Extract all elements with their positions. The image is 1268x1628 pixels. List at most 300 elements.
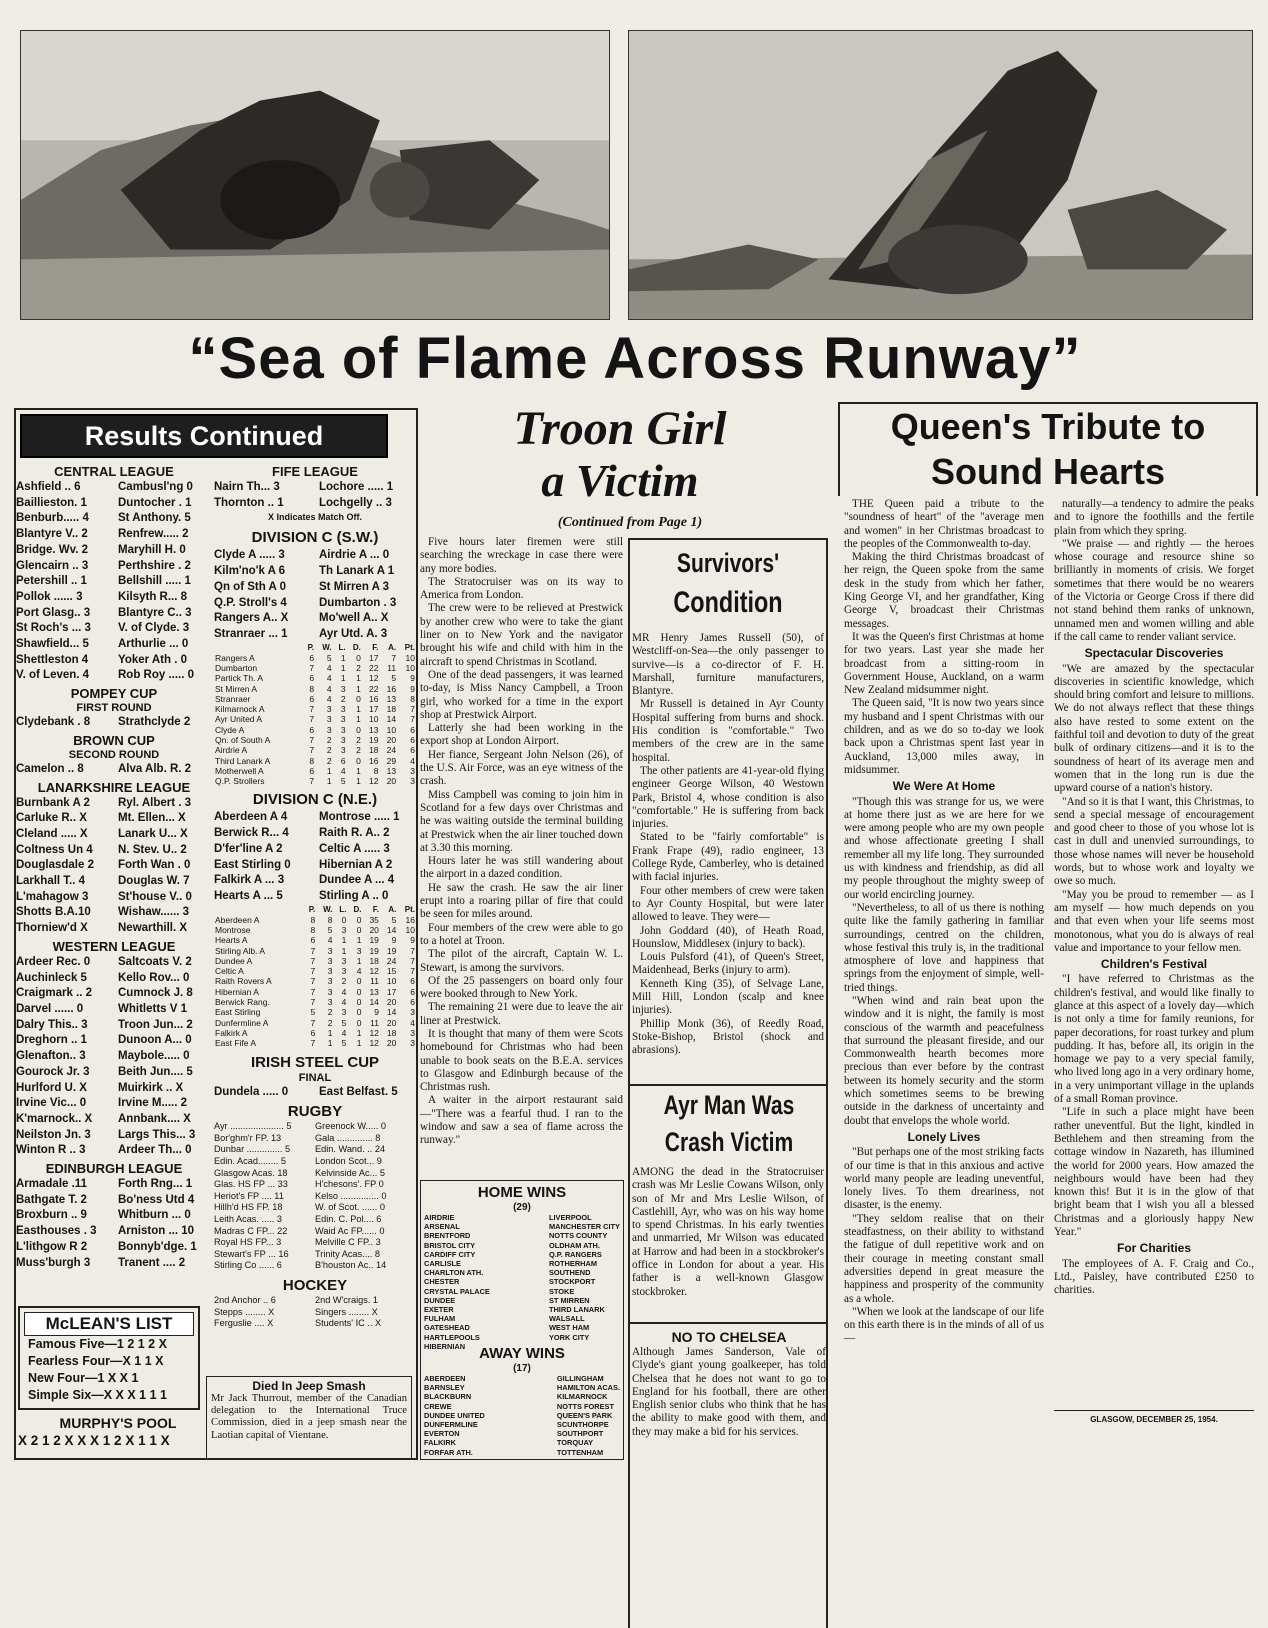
away-team-score: N. Stev. U.. 2 [118,843,187,856]
result-row [16,1224,212,1240]
article-paragraph: naturally—a tendency to admire the peaks and to ignore the foothills and the fertile plain from which they spring. [1054,498,1254,537]
table-cell: 6 [410,997,415,1008]
home-team-score: Stranraer ... 1 [214,627,288,640]
table-cell: 29 [386,755,397,766]
away-team-score: Bo'ness Utd 4 [118,1193,195,1206]
away-team-score: Waid Ac FP...... 0 [315,1225,385,1236]
result-row [16,986,212,1002]
team-name: BRISTOL CITY [424,1240,476,1250]
table-cell: 6 [309,693,315,704]
home-team-score: Bridge. Wv. 2 [16,543,88,556]
home-team-score: Shawfield... 5 [16,638,89,651]
team-name: QUEEN'S PARK [556,1410,613,1420]
table-cell: East Stirling [215,1007,261,1018]
home-team-score: Heriot's FP .... 11 [214,1190,284,1201]
rugby-row [214,1249,416,1261]
table-cell: 11 [370,976,379,987]
article-paragraph: "I have referred to Christmas as the children's festival, and would like finally to glance at this aspect of a lovely day—which is not only a time for family reunions, for paper decorations, for roast turkey and plum pudding. It has, before all, its origin in the homage we pay to a very special family, who lived long ago in a very ordinary home, in a very unimportant village in the uplands of a small Roman province. [1054,973,1254,1106]
home-team-score: Thornton .. 1 [214,496,284,509]
table-row [214,915,416,925]
away-team-score: V. of Clyde. 3 [118,622,190,635]
table-row [214,714,416,724]
away-team-score: Raith R. A.. 2 [319,827,390,840]
team-name: BRENTFORD [424,1231,471,1241]
troon-continued: (Continued from Page 1) [557,515,703,530]
away-team-score: London Scot... 9 [315,1156,382,1167]
result-row [16,715,212,731]
hockey-title: HOCKEY [282,1276,348,1294]
away-team-score: Saltcoats V. 2 [118,955,192,968]
table-cell: 14 [369,997,379,1008]
table-cell: 5 [341,1017,347,1028]
table-cell: 24 [386,955,397,966]
table-cell: 10 [405,925,415,935]
home-team-score: Bathgate T. 2 [16,1193,87,1206]
murphys-pool [18,1414,218,1458]
table-cell: 2 [356,662,361,673]
away-team-score: Dunoon A... 0 [118,1034,192,1047]
article-paragraph: THE Queen paid a tribute to the "soundness of heart" of the "average men and women" in her Christmas broadcast to the peoples of the Commonwealth to-day. [844,498,1044,550]
away-team-score: Largs This... 3 [118,1128,196,1141]
table-cell: 0 [356,976,362,987]
table-cell: 1 [340,673,346,684]
result-row [16,590,212,606]
table-row [214,1038,416,1048]
table-cell: Stirling Alb. A [215,945,266,956]
away-team-score: Yoker Ath . 0 [118,653,188,666]
rugby-row [214,1133,416,1145]
table-cell: 1 [340,652,346,663]
article-paragraph: Phillip Monk (36), of Reedly Road, Stoke-Bishop, Bristol (shock and abrasions). [632,1017,824,1057]
away-team-score: Trinity Acas.... 8 [315,1248,381,1259]
table-cell: 10 [405,662,415,673]
table-cell: 7 [310,1038,316,1049]
result-row [214,889,416,905]
away-team-score: Mo'well A.. X [319,612,389,625]
table-cell: 3 [326,714,332,725]
table-cell: 3 [340,735,346,745]
table-cell: 13 [386,765,397,776]
troon-title-line2: a Victim [541,455,699,506]
article-paragraph: "When wind and rain beat upon the window and it is night, the family is most conscious of the warmth and peacefulness that surround the pleasant fireside, and our Commonwealth hearth becomes more precious than ever before by the contrast between its homely security and the storm which sometimes seems to be brewing outside in the darkness of uncertainty and doubt that envelops the whole world. [844,994,1044,1127]
table-cell: Montrose [215,925,251,935]
result-row [16,827,212,843]
away-team-score: Beith Jun.... 5 [118,1065,193,1078]
division-c-ne-title: DIVISION C (N.E.) [252,791,378,809]
away-wins-right-list [557,1374,620,1457]
table-cell: 3 [340,683,346,694]
article-paragraph: "Nevertheless, to all of us there is nothing quite like the family gathering in familiar surroundings, centred on the children, whose festival this truly is, in the traditional atmosphere of love and happiness that springs from the enjoyment of simple, well-tried things. [844,901,1044,994]
home-team-score: Darvel ...... 0 [16,1002,84,1015]
table-cell: 13 [386,693,397,704]
pools-wins-box [420,1180,624,1460]
table-cell: 2 [326,745,332,756]
team-name: BLACKBURN [424,1392,472,1402]
table-cell: 7 [310,997,316,1008]
table-cell: 3 [327,986,333,997]
result-row [16,1002,212,1018]
table-cell: 2 [326,735,332,745]
table-cell: 5 [310,1007,316,1018]
home-team-score: Larkhall T.. 4 [16,875,86,888]
away-team-score: Cambusl'ng 0 [118,481,193,493]
table-cell: 9 [410,935,415,946]
away-team-score: Arthurlie ... 0 [118,638,189,651]
table-cell: 1 [356,683,361,694]
table-cell: 3 [327,997,333,1008]
result-row [16,921,212,937]
table-cell: 16 [369,693,379,704]
table-cell: 4 [341,986,347,997]
result-row [214,611,416,627]
home-team-score: Hillh'd HS FP. 18 [214,1202,283,1213]
table-cell: 6 [340,755,346,766]
table-cell: 2 [341,976,347,987]
home-team-score: Baillieston. 1 [16,496,87,509]
table-cell: 7 [310,966,316,977]
rugby-row [214,1191,416,1203]
article-paragraph: Latterly she had been working in the export shop at London Airport. [420,722,623,748]
home-team-score: Winton R .. 3 [16,1144,86,1157]
table-cell: 7 [310,976,316,987]
home-team-score: L'mahagow 3 [16,890,89,903]
article-paragraph: The crew were to be relieved at Prestwick by another crew who were to take the giant liner on to New York and the navigator brought his wife and child with him in the aircraft to spend Christmas in Scotland. [420,602,623,668]
away-team-score: Kello Rov... 0 [118,971,190,984]
home-team-score: Auchinleck 5 [16,971,87,984]
away-team-score: Tranent .... 2 [118,1256,186,1269]
table-cell: 17 [386,986,397,997]
team-name: GATESHEAD [424,1323,470,1333]
table-cell: 0 [356,724,361,735]
home-team-score: Rangers A.. X [214,612,289,625]
article-paragraph: The Queen said, "It is now two years since my husband and I spent Christmas with our children, and as we do so to-day we look back upon a Christmas spent last year in Auckland, 13,000 miles away, in midsummer. [844,697,1044,776]
result-row [16,1018,212,1034]
table-cell: 1 [356,714,361,725]
table-cell: 16 [369,755,379,766]
table-row [214,766,416,776]
table-header-cell: F. [372,642,379,652]
league-subtitle: SECOND ROUND [68,748,160,761]
result-row [16,905,212,921]
table-cell: 7 [309,735,315,745]
rugby-row [214,1202,416,1214]
team-name: CRYSTAL PALACE [424,1286,490,1296]
queen-title-line1: Queen's Tribute to [890,406,1206,447]
table-cell: 11 [370,1017,379,1028]
team-name: AIRDRIE [424,1213,455,1222]
table-row [214,776,416,786]
team-name: CREWE [424,1401,452,1411]
away-team-score: Troon Jun... 2 [118,1018,193,1031]
away-team-score: Douglas W. 7 [118,875,190,888]
article-paragraph: Making the third Christmas broadcast of her reign, the Queen spoke from the same desk in the study from which her father, King George VI, and her grandfather, King George V, broadcast their Christmas messages. [844,551,1044,630]
table-cell: 3 [327,976,333,987]
table-cell: 10 [405,652,415,663]
team-name: OLDHAM ATH. [548,1240,600,1250]
article-paragraph: "May you be proud to remember — as I am myself — how much depends on you and that even when your life seems most monotonous, what you do is always of real value and importance to your fellow men. [1054,888,1254,954]
result-row [214,580,416,596]
away-team-score: Singers ........ X [315,1306,378,1317]
table-cell: 6 [310,935,316,946]
home-team-score: 2nd Anchor .. 6 [214,1294,276,1305]
table-cell: 1 [356,935,362,946]
league-title: BROWN CUP [73,732,155,748]
table-cell: 6 [310,1027,316,1038]
home-team-score: Berwick R... 4 [214,827,289,840]
mcleans-list-title: McLEAN'S LIST [24,1312,194,1336]
table-cell: 7 [410,955,415,966]
table-cell: Partick Th. A [215,673,264,684]
away-team-score: St Mirren A 3 [319,580,390,593]
table-row [214,966,416,976]
table-cell: 35 [369,914,379,925]
result-row [214,596,416,612]
table-cell: 6 [410,724,415,735]
result-row [16,637,212,653]
table-cell: 7 [410,966,415,977]
table-cell: 5 [327,925,333,935]
team-name: SOUTHEND [548,1268,591,1278]
hockey-row [214,1318,416,1330]
away-wins-count: (17) [513,1363,531,1374]
away-team-score: Gala .............. 8 [315,1132,381,1143]
rugby-row [214,1168,416,1180]
jeep-smash-title: Died In Jeep Smash [252,1379,366,1393]
away-team-score: Whitletts V 1 [118,1002,188,1015]
table-cell: 1 [356,955,362,966]
table-cell: 3 [327,966,333,977]
league-title: FIFE LEAGUE [272,464,358,479]
result-row [16,762,212,778]
article-paragraph: The other patients are 41-year-old flying engineer George Wilson, 40 Westown Park, Bristol 4, whose condition is also "comfortable." He is suffering from back injuries. [632,764,824,831]
article-paragraph: "Though this was strange for us, we were at home there just as we are here for we were among people who are my own people and whose affectionate greeting I shall remember all my life long. They surrounded us with kindness and friendship, as did all my people throughout the mighty sweep of our world encircling journey. [844,795,1044,901]
league-subtitle: FIRST ROUND [76,702,152,715]
result-row [214,810,416,826]
table-cell: 14 [386,1007,397,1018]
table-cell: 9 [410,683,415,694]
table-cell: 7 [309,704,315,715]
table-cell: 3 [356,945,362,956]
table-header-cell: Pt. [404,642,415,652]
team-name: TORQUAY [556,1438,594,1448]
home-team-score: Edin. Acad........ 5 [214,1156,287,1167]
away-team-score: Lochgelly .. 3 [319,496,392,509]
result-row [16,858,212,874]
table-cell: Dumbarton [215,662,258,673]
ayr-article-text: AMONG the dead in the Stratocruiser crash was Mr Leslie Cowans Wilson, only son of Mr and Mrs Leslie Wilson, of Castlehill, Ayr, who was on his way home to spend Christmas. In his early twenties and unmarried, Mr Wilson was educated at Harrow and had been in a stockbroker's office in London for about a year. His father is a well-known Glasgow stockbroker. [632,1166,824,1298]
away-team-score: Dundee A ... 4 [319,874,395,887]
table-cell: 6 [410,735,415,745]
table-cell: 11 [387,662,397,673]
away-team-score: B'houston Ac.. 14 [315,1260,387,1271]
team-name: ST MIRREN [548,1295,590,1305]
table-row [214,663,416,673]
away-team-score: Lanark U... X [118,827,188,840]
away-team-score: Irvine M..... 2 [118,1097,188,1110]
mcleans-row: Famous Five—1 2 1 2 X [28,1337,167,1351]
away-team-score: Whitburn ... 0 [118,1209,191,1222]
away-team-score: 2nd W'craigs. 1 [315,1294,379,1305]
survivors-article-body [632,632,824,1080]
away-team-score: Hibernian A 2 [319,858,393,871]
article-paragraph: The employees of A. F. Craig and Co., Ltd., Paisley, have contributed £250 to charities. [1054,1257,1254,1297]
away-team-score: East Belfast. 5 [319,1085,398,1098]
away-team-score: Newarthill. X [118,922,188,935]
away-team-score: Mt. Ellen... X [118,812,186,825]
home-team-score: Nairn Th... 3 [214,481,280,493]
away-team-score: Strathclyde 2 [118,716,191,729]
home-team-score: Ferguslie .... X [214,1318,274,1329]
table-cell: 3 [340,724,346,735]
article-paragraph: Her fiance, Sergeant John Nelson (26), of the U.S. Air Force, was an eye witness of the crash. [420,748,623,788]
home-team-score: East Stirling 0 [214,858,291,871]
home-team-score: Thorniew'd X [16,922,88,935]
mcleans-list-box [18,1306,200,1410]
rugby-row [214,1237,416,1249]
result-row [16,543,212,559]
table-cell: Berwick Rang. [215,997,270,1008]
away-team-score: Dumbarton . 3 [319,596,397,609]
away-team-score: Ryl. Albert . 3 [118,796,192,809]
home-team-score: Dundela ..... 0 [214,1085,289,1098]
home-team-score: Clydebank . 8 [16,716,91,729]
home-team-score: Easthouses . 3 [16,1225,97,1238]
table-cell: Aberdeen A [215,914,260,925]
table-cell: 5 [391,914,397,925]
table-cell: 22 [369,683,379,694]
table-cell: 19 [369,935,379,946]
table-row [214,704,416,714]
result-row [214,564,416,580]
article-paragraph: MR Henry James Russell (50), of Westcliff-on-Sea—the only passenger to survive—is a co-director of F. H. Marshall, furniture manufacturers, Blantyre. [632,632,824,698]
table-cell: 0 [356,652,361,663]
away-team-score: Ardeer Th... 0 [118,1144,192,1157]
home-team-score: Petershill .. 1 [16,575,87,588]
article-paragraph: Miss Campbell was coming to join him in Scotland for a few days over Christmas and he was waiting outside the terminal building at Prestwick when the air liner touched down at 3.30 this morning. [420,788,623,854]
division-c-sw-title: DIVISION C (S.W.) [251,529,379,547]
table-cell: 13 [369,724,379,735]
jeep-smash-box [206,1376,412,1460]
article-paragraph: Four members of the crew were able to go to a hotel at Troon. [420,921,623,947]
table-cell: 6 [309,724,315,735]
away-team-score: Duntocher . 1 [118,496,192,509]
away-team-score: Celtic A ..... 3 [319,842,390,855]
table-row [214,935,416,945]
away-team-score: Th Lanark A 1 [319,565,395,578]
rugby-title: RUGBY [287,1103,343,1121]
team-name: ARSENAL [424,1222,460,1232]
table-cell: Motherwell A [215,765,264,776]
table-cell: 12 [369,673,379,684]
home-team-score: Glenafton.. 3 [16,1050,86,1063]
away-team-score: Maybole..... 0 [118,1050,190,1063]
troon-article-body [420,536,623,1184]
table-cell: Hearts A [215,935,248,946]
table-row [214,976,416,986]
away-team-score: Rob Roy ..... 0 [118,669,195,682]
result-row [214,826,416,842]
home-team-score: Kilm'no'k A 6 [214,565,286,578]
home-team-score: Douglasdale 2 [16,859,94,872]
result-row [16,843,212,859]
article-paragraph: Stated to be "fairly comfortable" is Frank Frape (49), radio engineer, 13 College Ryde, Camberley, who is detained with facial injuries. [632,831,824,884]
table-cell: 20 [386,1038,397,1049]
table-cell: Third Lanark A [215,755,271,766]
rugby-row [214,1214,416,1226]
table-cell: 14 [386,925,397,935]
result-row [214,480,416,496]
article-paragraph: He saw the crash. He saw the air liner erupt into a roaring pillar of fire that could be seen for miles around. [420,881,623,921]
table-row [214,653,416,663]
table-cell: 6 [309,652,315,663]
team-name: EXETER [424,1305,454,1315]
table-cell: 20 [386,997,397,1008]
result-row [16,1208,212,1224]
home-team-score: Benburb..... 4 [16,512,89,525]
result-row [16,511,212,527]
home-team-score: Dreghorn .. 1 [16,1034,87,1047]
home-team-score: Coltness Un 4 [16,843,93,856]
table-cell: 17 [369,652,379,663]
table-cell: 1 [326,776,332,787]
table-header-cell: Pt. [404,904,415,914]
team-name: CHESTER [424,1277,460,1287]
table-cell: 7 [310,955,316,966]
table-cell: 1 [356,1038,362,1049]
irish-cup-title: IRISH STEEL CUP [250,1053,380,1071]
table-cell: 6 [309,673,315,684]
result-row [16,606,212,622]
away-team-score: Cumnock J. 8 [118,987,193,1000]
home-team-score: Dalry This.. 3 [16,1018,88,1031]
table-cell: 8 [310,925,316,935]
away-team-score: Edin. C. Pol.... 6 [315,1214,382,1225]
table-header-cell: W. [322,642,332,652]
team-name: TOTTENHAM [556,1447,604,1457]
table-cell: Hibernian A [215,986,259,997]
home-team-score: Shettleston 4 [16,653,89,666]
table-cell: 8 [410,693,415,704]
article-paragraph: "Life in such a place might have been rather uneventful. But the light, kindled in Bethlehem and then streaming from the cottage window in Nazareth, has illumined the world for 2000 years. How amazed the neighbours would have been had they known this! But it is in the glow of that bright beam that I wish you all a blessed Christmas and a gloriously happy New Year." [1054,1106,1254,1239]
article-paragraph: It is thought that many of them were Scots homebound for Christmas who had been unable to book seats on the B.E.A. services to Glasgow and Edinburgh because of the Christmas rush. [420,1027,623,1094]
league-title: POMPEY CUP [70,686,158,702]
table-cell: 8 [310,914,316,925]
team-name: HIBERNIAN [424,1341,466,1351]
table-cell: East Fife A [215,1038,257,1049]
away-wins-title: AWAY WINS [479,1345,565,1362]
table-cell: 12 [369,966,379,977]
table-cell: 3 [410,1038,415,1049]
article-subheading: We Were At Home [892,779,996,794]
table-cell: 0 [356,925,362,935]
queen-article-column-2 [1054,498,1254,1408]
table-cell: 7 [309,745,315,756]
article-paragraph: One of the dead passengers, it was learned to-day, is Miss Nancy Campbell, a Troon girl, who worked for a time in the export shop at Prestwick Airport. [420,668,623,721]
team-name: EVERTON [424,1429,460,1439]
result-row [16,1081,212,1097]
result-row [214,496,416,512]
home-team-score: Madras C FP... 22 [214,1225,288,1236]
crash-wreckage-photo-right [628,30,1253,320]
table-cell: 1 [356,765,361,776]
rugby-results [214,1121,416,1272]
mcleans-row: New Four—1 X X 1 [28,1371,139,1385]
rugby-row [214,1156,416,1168]
away-team-score: Annbank.... X [118,1112,191,1125]
result-row [16,1049,212,1065]
table-cell: 1 [356,704,361,715]
result-row [16,496,212,512]
